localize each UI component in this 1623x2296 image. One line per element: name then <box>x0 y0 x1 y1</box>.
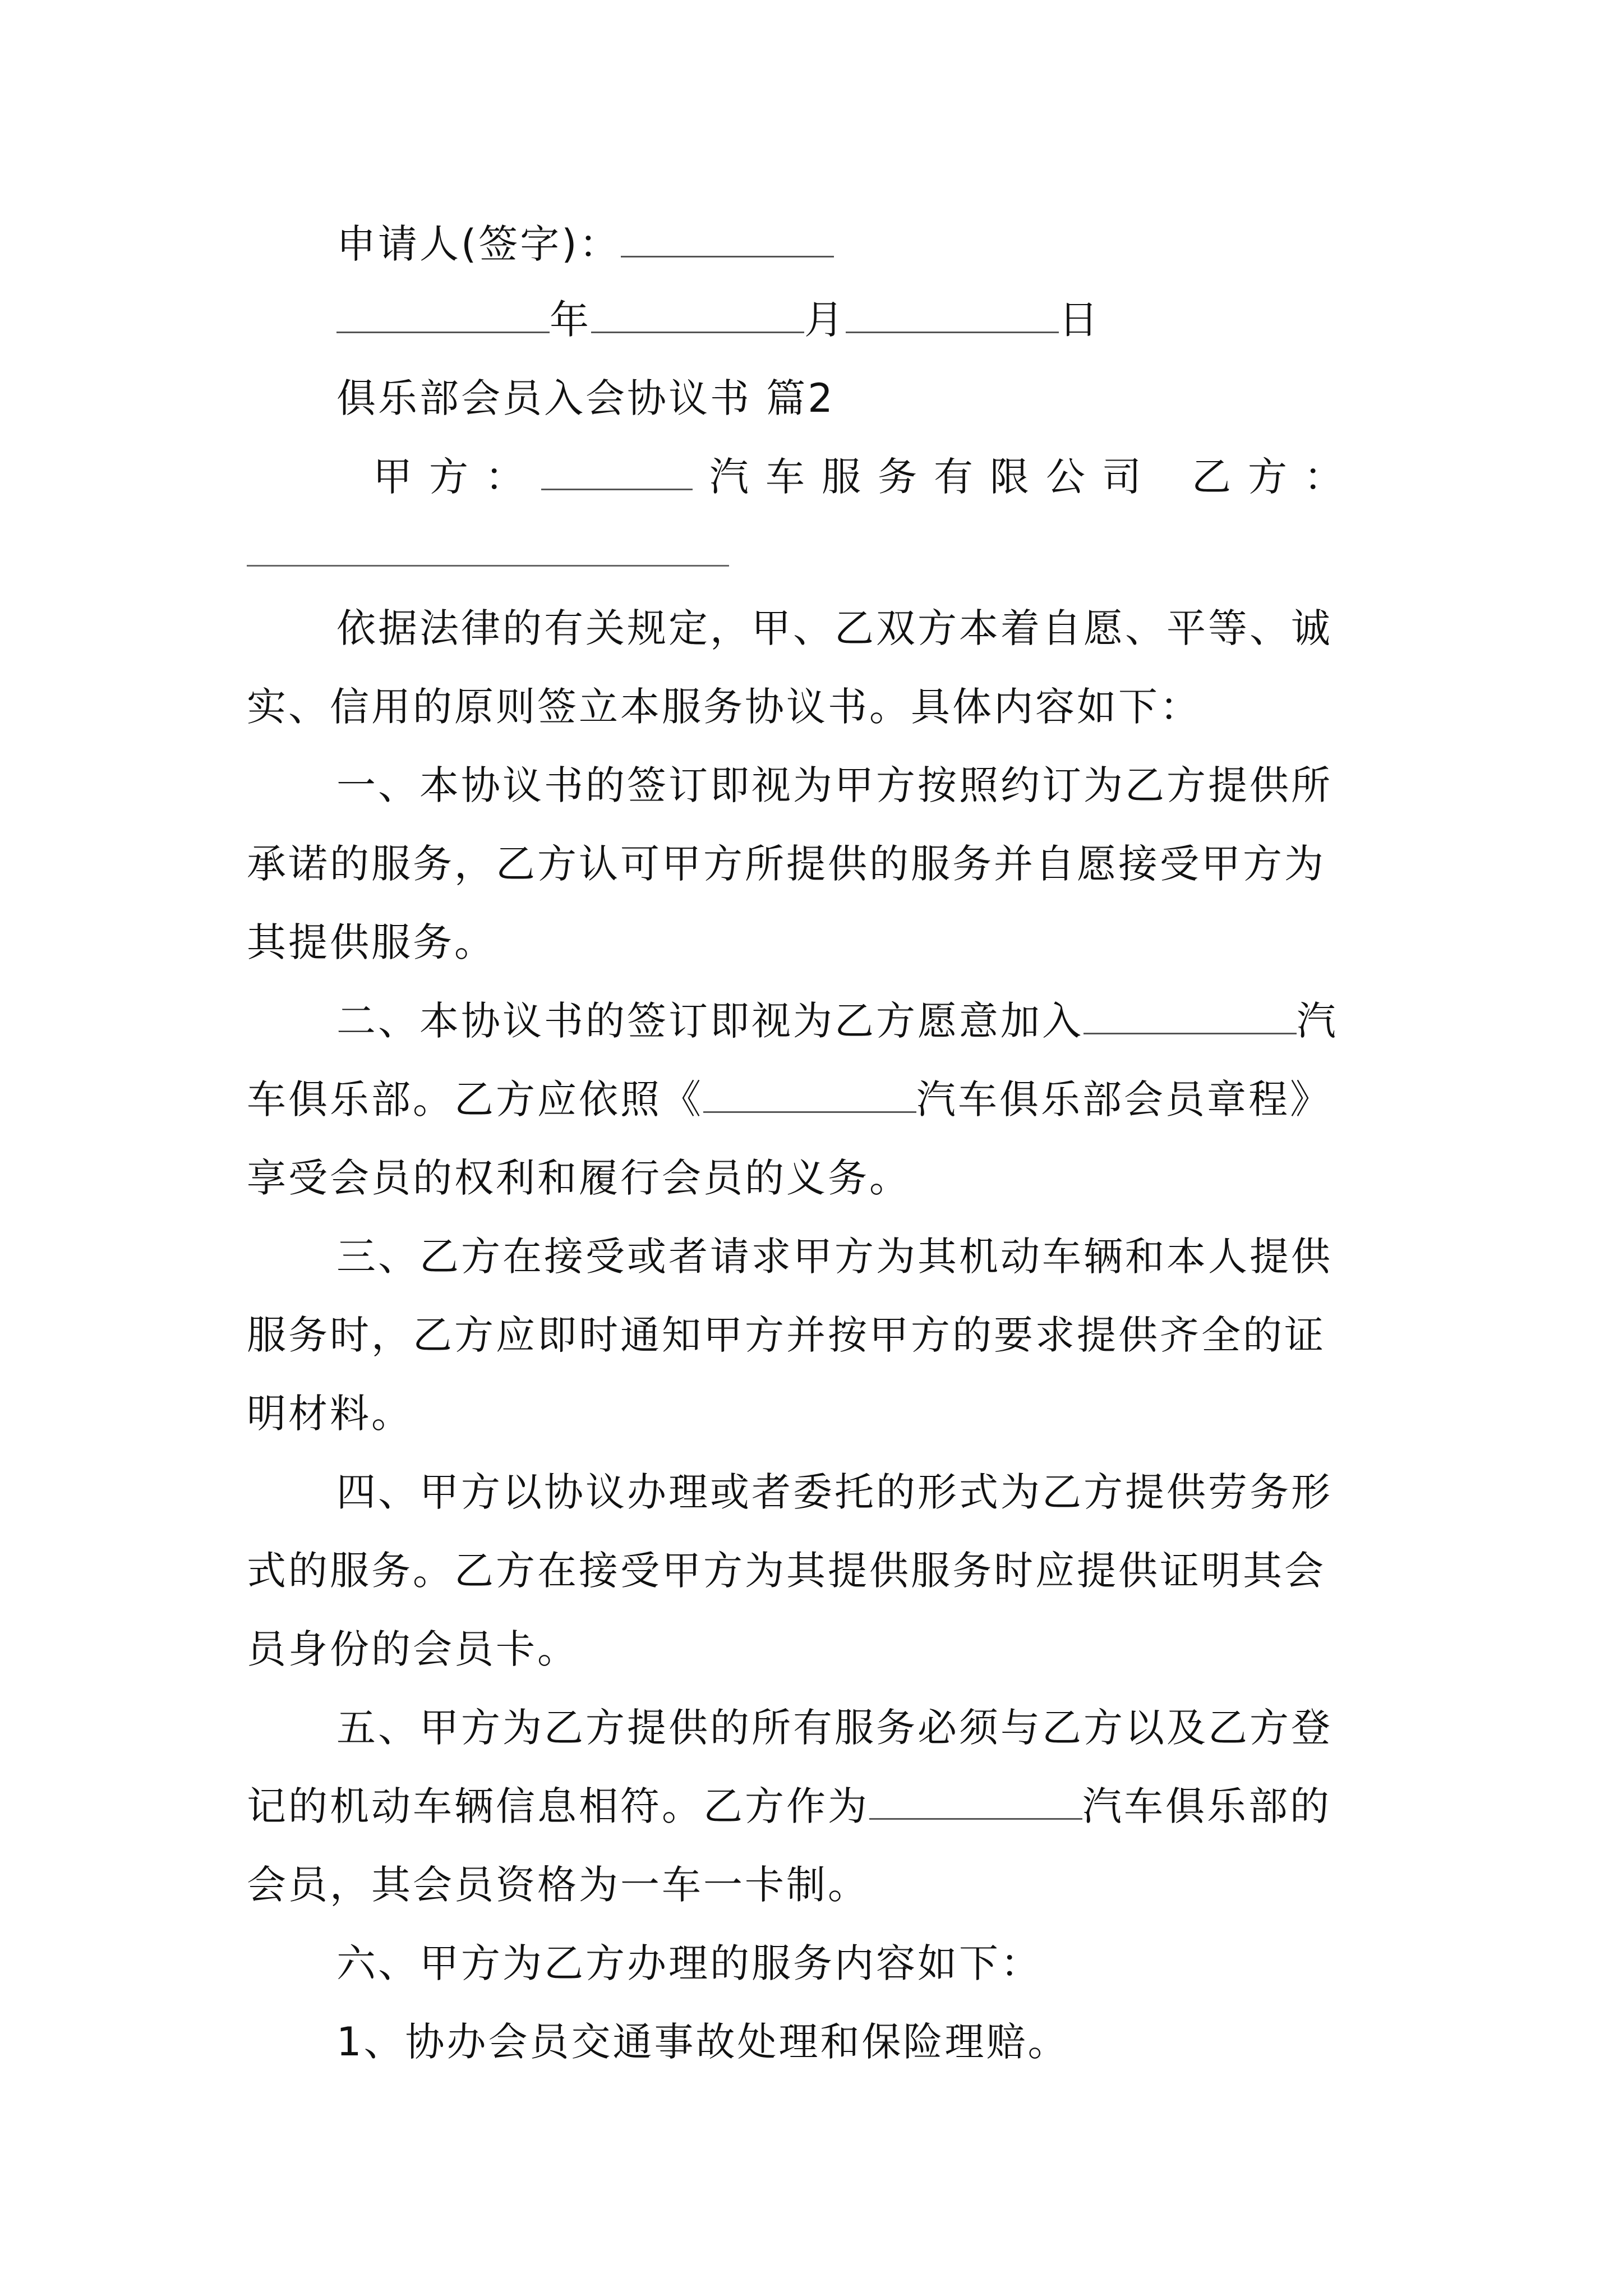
paragraph-line: 明材料。 <box>247 1391 413 1437</box>
paragraph-line: 实、信用的原则签立本服务协议书。具体内容如下： <box>247 684 1201 730</box>
day-blank <box>846 296 1059 333</box>
paragraph-line: 四、甲方以协议办理或者委托的形式为乙方提供劳务形 <box>336 1469 1332 1515</box>
paragraph-line <box>247 1778 1331 1834</box>
party-a-company: 汽车服务有限公司 <box>709 454 1158 500</box>
text-span: 二、本协议书的签订即视为乙方愿意加入 <box>336 998 1083 1044</box>
party-b-blank <box>247 565 729 567</box>
date-line <box>336 292 1100 348</box>
party-b-label: 乙方： <box>1192 454 1360 500</box>
paragraph-line <box>247 1071 1331 1128</box>
paragraph-line: 一、本协议书的签订即视为甲方按照约订为乙方提供所 <box>336 762 1332 808</box>
month-label: 月 <box>804 297 846 343</box>
text-span: 汽车俱乐部会员章程》 <box>916 1076 1331 1122</box>
text-span: 汽 <box>1297 998 1338 1044</box>
paragraph-line: 其提供服务。 <box>247 919 496 965</box>
party-a-label: 甲方： <box>373 454 541 500</box>
signature-blank <box>621 220 834 257</box>
paragraph-line: 依据法律的有关规定，甲、乙双方本着自愿、平等、诚 <box>336 605 1332 651</box>
paragraph-line: 员身份的会员卡。 <box>247 1626 579 1672</box>
paragraph-line: 六、甲方为乙方办理的服务内容如下： <box>336 1940 1042 1986</box>
paragraph-line: 1、协办会员交通事故处理和保险理赔。 <box>336 2019 1069 2065</box>
paragraph-line <box>336 993 1338 1049</box>
text-span: 车俱乐部。乙方应依照《 <box>247 1076 703 1122</box>
month-blank <box>591 296 804 333</box>
applicant-signature-line <box>336 216 834 272</box>
year-blank <box>336 296 550 333</box>
parties-line <box>373 449 1360 505</box>
section-heading: 俱乐部会员入会协议书 篇2 <box>336 375 835 421</box>
party-a-blank <box>541 453 693 490</box>
paragraph-line: 服务时，乙方应即时通知甲方并按甲方的要求提供齐全的证 <box>247 1312 1326 1358</box>
text-span: 记的机动车辆信息相符。乙方作为 <box>247 1783 869 1829</box>
club-name-blank <box>869 1782 1082 1820</box>
text-span: 汽车俱乐部的 <box>1082 1783 1331 1829</box>
club-name-blank <box>1083 997 1297 1034</box>
paragraph-line: 承诺的服务，乙方认可甲方所提供的服务并自愿接受甲方为 <box>247 841 1326 887</box>
paragraph-line: 式的服务。乙方在接受甲方为其提供服务时应提供证明其会 <box>247 1548 1326 1594</box>
applicant-label: 申请人(签字)： <box>336 221 621 267</box>
paragraph-line: 享受会员的权利和履行会员的义务。 <box>247 1155 911 1201</box>
day-label: 日 <box>1059 297 1100 343</box>
paragraph-line: 会员，其会员资格为一车一卡制。 <box>247 1862 869 1908</box>
club-name-blank <box>703 1075 916 1113</box>
paragraph-line: 三、乙方在接受或者请求甲方为其机动车辆和本人提供 <box>336 1234 1332 1280</box>
year-label: 年 <box>550 297 591 343</box>
paragraph-line: 五、甲方为乙方提供的所有服务必须与乙方以及乙方登 <box>336 1705 1332 1751</box>
